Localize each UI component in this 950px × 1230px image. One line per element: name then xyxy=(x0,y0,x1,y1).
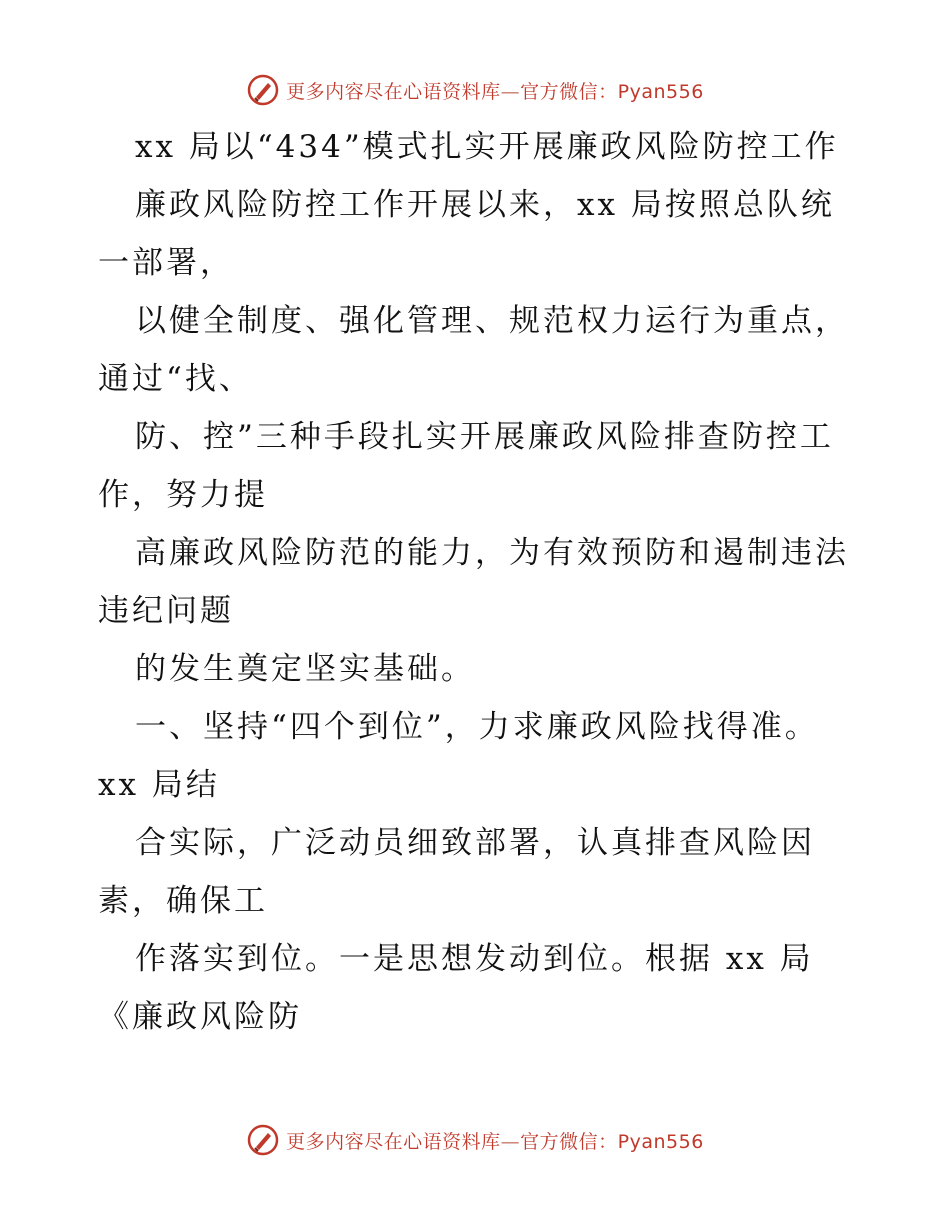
paragraph-line: xx 局结 xyxy=(98,767,220,803)
watermark-main-text: 更多内容尽在心语资料库 xyxy=(286,80,501,103)
paragraph-line: 违纪问题 xyxy=(98,593,234,629)
paragraph-line: 防、控”三种手段扎实开展廉政风险排查防控工 xyxy=(135,419,834,455)
paragraph-line: 作落实到位。一是思想发动到位。根据 xx 局 xyxy=(135,941,814,977)
paragraph-line: 的发生奠定坚实基础。 xyxy=(135,651,475,687)
pen-nib-logo-icon xyxy=(246,73,280,107)
pen-nib-logo-icon xyxy=(246,1123,280,1157)
paragraph-line: 通过“找、 xyxy=(98,361,253,397)
paragraph-line: xx 局以“434”模式扎实开展廉政风险防控工作 xyxy=(135,129,839,165)
header-watermark xyxy=(0,70,950,110)
paragraph-line: 作，努力提 xyxy=(98,477,268,513)
paragraph-line: 素，确保工 xyxy=(98,883,268,919)
paragraph-line: 高廉政风险防范的能力，为有效预防和遏制违法 xyxy=(135,535,849,571)
watermark-suffix-text: 官方微信：Pyan556 xyxy=(520,80,704,103)
paragraph-line: 合实际，广泛动员细致部署，认真排查风险因 xyxy=(135,825,815,861)
paragraph-line: 一、坚持“四个到位”，力求廉政风险找得准。 xyxy=(135,709,819,745)
watermark-dash: — xyxy=(500,1130,521,1153)
watermark-main-text: 更多内容尽在心语资料库 xyxy=(286,1130,501,1153)
document-body xyxy=(98,118,858,1046)
watermark-suffix-text: 官方微信：Pyan556 xyxy=(520,1130,704,1153)
footer-watermark xyxy=(0,1120,950,1160)
paragraph-line: 以健全制度、强化管理、规范权力运行为重点， xyxy=(135,303,849,339)
paragraph-line: 廉政风险防控工作开展以来，xx 局按照总队统 xyxy=(135,187,835,223)
paragraph-line: 《廉政风险防 xyxy=(98,999,302,1035)
watermark-dash: — xyxy=(500,80,521,103)
paragraph-line: 一部署， xyxy=(98,245,234,281)
